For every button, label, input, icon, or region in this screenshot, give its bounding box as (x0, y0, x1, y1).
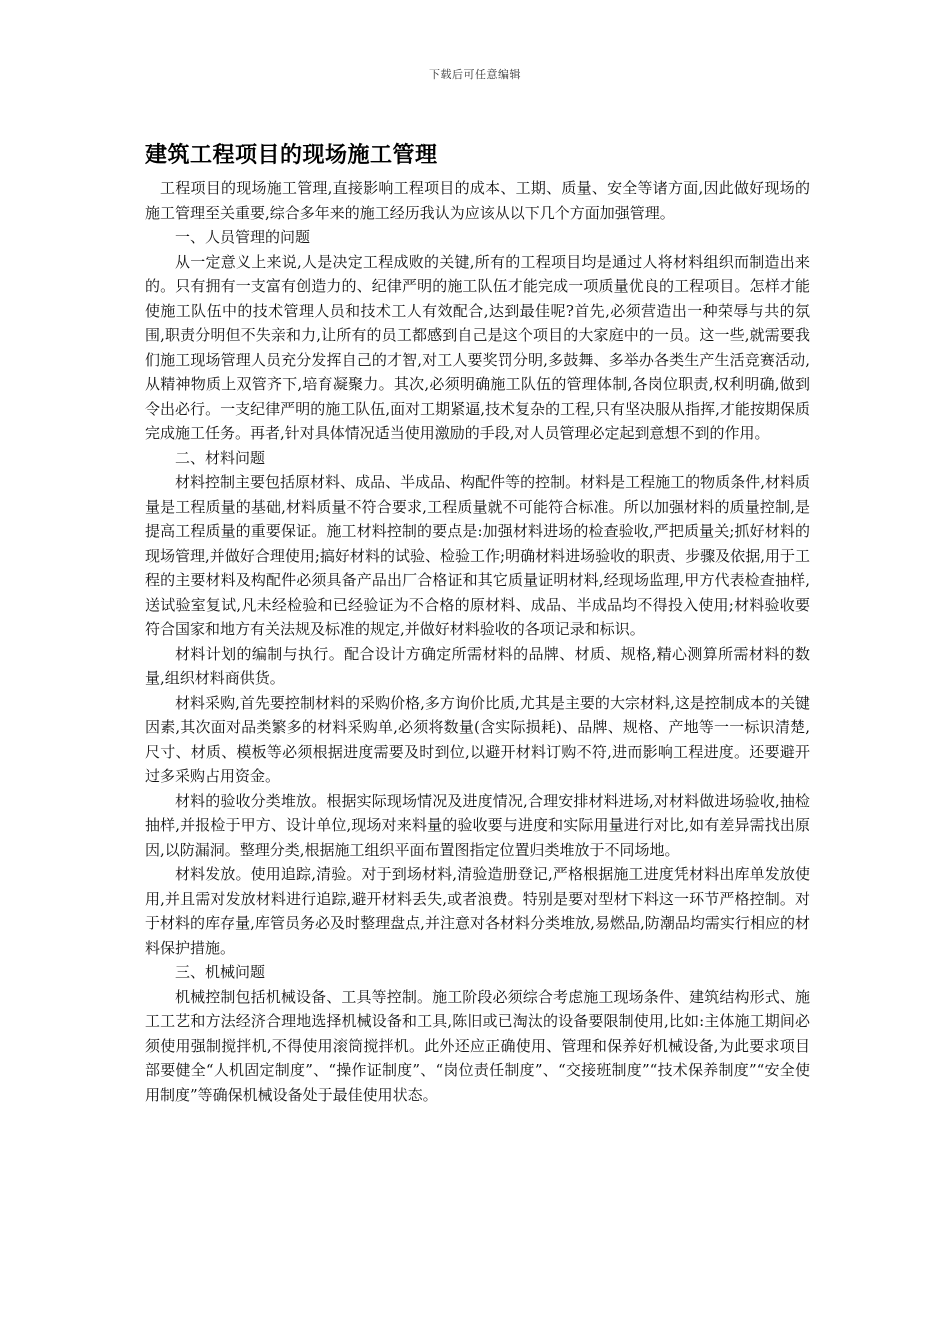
section-heading-machinery: 三、机械问题 (175, 963, 266, 981)
paragraph-materials-3: 材料采购,首先要控制材料的采购价格,多方询价比质,尤其是主要的大宗材料,这是控制成本的关键因素,其次面对品类繁多的材料采购单,必须将数量(含实际损耗)、品牌、规格、产地等一一标识清楚,尺寸、材质、模板等必须根据进度需要及时到位,以避开材料订购不符,进而影响工程进度。还要避开过多采购占用资金。 (145, 693, 810, 785)
paragraph-materials-4: 材料的验收分类堆放。根据实际现场情况及进度情况,合理安排材料进场,对材料做进场验收,抽检抽样,并报检于甲方、设计单位,现场对来料量的验收要与进度和实际用量进行对比,如有差异需找出原因,以防漏洞。整理分类,根据施工组织平面布置图指定位置归类堆放于不同场地。 (145, 791, 810, 859)
paragraph-machinery-1: 机械控制包括机械设备、工具等控制。施工阶段必须综合考虑施工现场条件、建筑结构形式、施工工艺和方法经济合理地选择机械设备和工具,陈旧或已淘汰的设备要限制使用,比如:主体施工期间必须使用强制搅拌机,不得使用滚筒搅拌机。此外还应正确使用、管理和保养好机械设备,为此要求项目部要健全“人机固定制度”、“操作证制度”、“岗位责任制度”、“交接班制度”“技术保养制度”“安全使用制度”等确保机械设备处于最佳使用状态。 (145, 987, 810, 1104)
document-title: 建筑工程项目的现场施工管理 (145, 142, 438, 168)
paragraph-materials-1: 材料控制主要包括原材料、成品、半成品、构配件等的控制。材料是工程施工的物质条件,材料质量是工程质量的基础,材料质量不符合要求,工程质量就不可能符合标准。所以加强材料的质量控制,是提高工程质量的重要保证。施工材料控制的要点是:加强材料进场的检查验收,严把质量关;抓好材料的现场管理,并做好合理使用;搞好材料的试验、检验工作;明确材料进场验收的职责、步骤及依据,用于工程的主要材料及构配件必须具备产品出厂合格证和其它质量证明材料,经现场监理,甲方代表检查抽样,送试验室复试,凡未经检验和已经验证为不合格的原材料、成品、半成品均不得投入使用;材料验收要符合国家和地方有关法规及标准的规定,并做好材料验收的各项记录和标识。 (145, 473, 810, 638)
intro-paragraph: 工程项目的现场施工管理,直接影响工程项目的成本、工期、质量、安全等诸方面,因此做好现场的施工管理至关重要,综合多年来的施工经历我认为应该从以下几个方面加强管理。 (145, 179, 810, 222)
section-heading-materials: 二、材料问题 (175, 448, 266, 467)
header-note: 下载后可任意编辑 (429, 68, 521, 81)
section-heading-personnel: 一、人员管理的问题 (175, 228, 311, 246)
paragraph-materials-2: 材料计划的编制与执行。配合设计方确定所需材料的品牌、材质、规格,精心测算所需材料的数量,组织材料商供货。 (145, 644, 810, 687)
document-body (145, 176, 810, 1107)
paragraph-materials-5: 材料发放。使用追踪,清验。对于到场材料,清验造册登记,严格根据施工进度凭材料出库单发放使用,并且需对发放材料进行追踪,避开材料丢失,或者浪费。特别是要对型材下料这一环节严格控制。对于材料的库存量,库管员务必及时整理盘点,并注意对各材料分类堆放,易燃品,防潮品均需实行相应的材料保护措施。 (145, 865, 810, 957)
paragraph-personnel-1: 从一定意义上来说,人是决定工程成败的关键,所有的工程项目均是通过人将材料组织而制造出来的。只有拥有一支富有创造力的、纪律严明的施工队伍才能完成一项质量优良的工程项目。怎样才能使施工队伍中的技术管理人员和技术工人有效配合,达到最佳呢?首先,必须营造出一种荣辱与共的氛围,职责分明但不失亲和力,让所有的员工都感到自己是这个项目的大家庭中的一员。这一些,就需要我们施工现场管理人员充分发挥自己的才智,对工人要奖罚分明,多鼓舞、多举办各类生产生活竞赛活动,从精神物质上双管齐下,培育凝聚力。其次,必须明确施工队伍的管理体制,各岗位职责,权利明确,做到令出必行。一支纪律严明的施工队伍,面对工期紧逼,技术复杂的工程,只有坚决服从指挥,才能按期保质完成施工任务。再者,针对具体情况适当使用激励的手段,对人员管理必定起到意想不到的作用。 (145, 252, 810, 442)
